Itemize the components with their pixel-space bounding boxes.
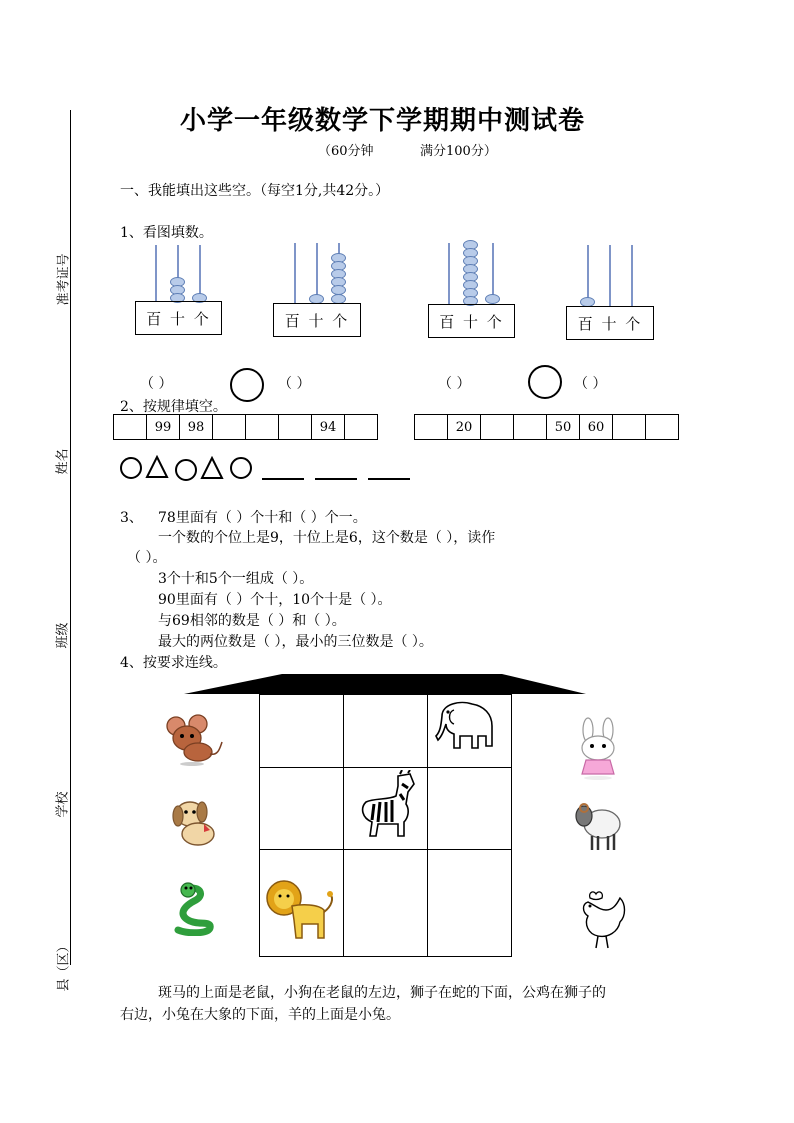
sequence-cell[interactable] [345,415,377,439]
abacus-rod [631,245,633,306]
sequence-cell[interactable] [415,415,448,439]
zebra-picture [348,770,424,842]
abacus-rod [609,245,611,306]
compare-circle[interactable] [230,368,264,402]
sheep-picture [572,800,624,854]
abacus-place-box: 百 十 个 [428,304,515,338]
compare-blank-right-1[interactable]: （ ） [278,376,311,392]
answer-blank[interactable] [315,478,357,480]
q4-label: 4、按要求连线。 [120,655,227,671]
sequence-cell[interactable]: 50 [547,415,580,439]
sequence-cell[interactable] [114,415,147,439]
q3-line-1: 78里面有（ ）个十和（ ）个一。 [158,510,367,526]
rabbit-picture [570,716,630,782]
q2-label: 2、按规律填空。 [120,399,227,415]
name-label: 姓名 [55,448,71,475]
abacus-place-box: 百 十 个 [566,306,654,340]
q3-line-6: 与69相邻的数是（ ）和（ ）。 [158,613,346,629]
q3-line-2: 一个数的个位上是9，十位上是6，这个数是（ ），读作 [158,530,496,546]
sequence-cell[interactable]: 98 [180,415,213,439]
sequence-row-1 [113,414,378,440]
grid-line [343,695,344,956]
q1-label: 1、看图填数。 [120,225,213,241]
sequence-cell[interactable] [613,415,646,439]
answer-blank[interactable] [262,478,304,480]
compare-blank-left-1[interactable]: （ ） [140,376,173,392]
triangle-shape [145,455,169,479]
sequence-cell[interactable]: 99 [147,415,180,439]
circle-shape [175,459,197,481]
q3-line-4: 3个十和5个一组成（ ）。 [158,571,314,587]
q3-line-7: 最大的两位数是（ ），最小的三位数是（ ）。 [158,634,433,650]
house-roof [182,672,588,696]
sequence-cell[interactable] [481,415,514,439]
sequence-row-2 [414,414,679,440]
abacus-rod [294,243,296,303]
rooster-picture [576,888,630,952]
exam-number-label: 准考证号 [56,253,72,306]
page-title: 小学一年级数学下学期期中测试卷 [180,106,586,136]
circle-shape [230,457,252,479]
sequence-cell[interactable] [646,415,678,439]
grid-line [260,849,511,850]
lion-picture [262,876,338,948]
sequence-cell[interactable] [213,415,246,439]
grid-line [260,767,511,768]
sequence-cell[interactable]: 60 [580,415,613,439]
sequence-cell[interactable] [514,415,547,439]
elephant-picture [432,696,496,754]
mouse-picture [162,712,224,768]
q3-line-3: （ ）。 [127,550,167,566]
sequence-cell[interactable]: 94 [312,415,345,439]
binding-line [70,110,71,965]
abacus-place-box: 百 十 个 [273,303,361,337]
dog-picture [168,796,228,852]
abacus-rod [155,245,157,301]
triangle-shape [200,456,224,480]
section-heading: 一、我能填出这些空。（每空1分,共42分。） [120,183,390,199]
county-label: 县（区） [56,939,72,992]
sequence-cell[interactable] [246,415,279,439]
answer-blank[interactable] [368,478,410,480]
q3-number: 3、 [120,510,143,526]
q3-line-5: 90里面有（ ）个十，10个十是（ ）。 [158,592,392,608]
grid-line [427,695,428,956]
sequence-cell[interactable] [279,415,312,439]
q4-instruction-2: 右边，小兔在大象的下面，羊的上面是小兔。 [120,1007,400,1023]
sequence-cell[interactable]: 20 [448,415,481,439]
class-label: 班级 [55,622,71,649]
abacus-rod [448,243,450,304]
abacus-place-box: 百 十 个 [135,301,222,335]
abacus-bead [485,294,500,304]
circle-shape [120,457,142,479]
compare-blank-left-2[interactable]: （ ） [438,376,471,392]
snake-picture [168,880,220,936]
compare-blank-right-2[interactable]: （ ） [574,376,607,392]
school-label: 学校 [55,791,71,818]
subtitle-score: 满分100分） [420,144,497,159]
compare-circle[interactable] [528,365,562,399]
subtitle-time: （60分钟 [318,144,374,159]
q4-instruction-1: 斑马的上面是老鼠，小狗在老鼠的左边，狮子在蛇的下面，公鸡在狮子的 [158,985,606,1001]
